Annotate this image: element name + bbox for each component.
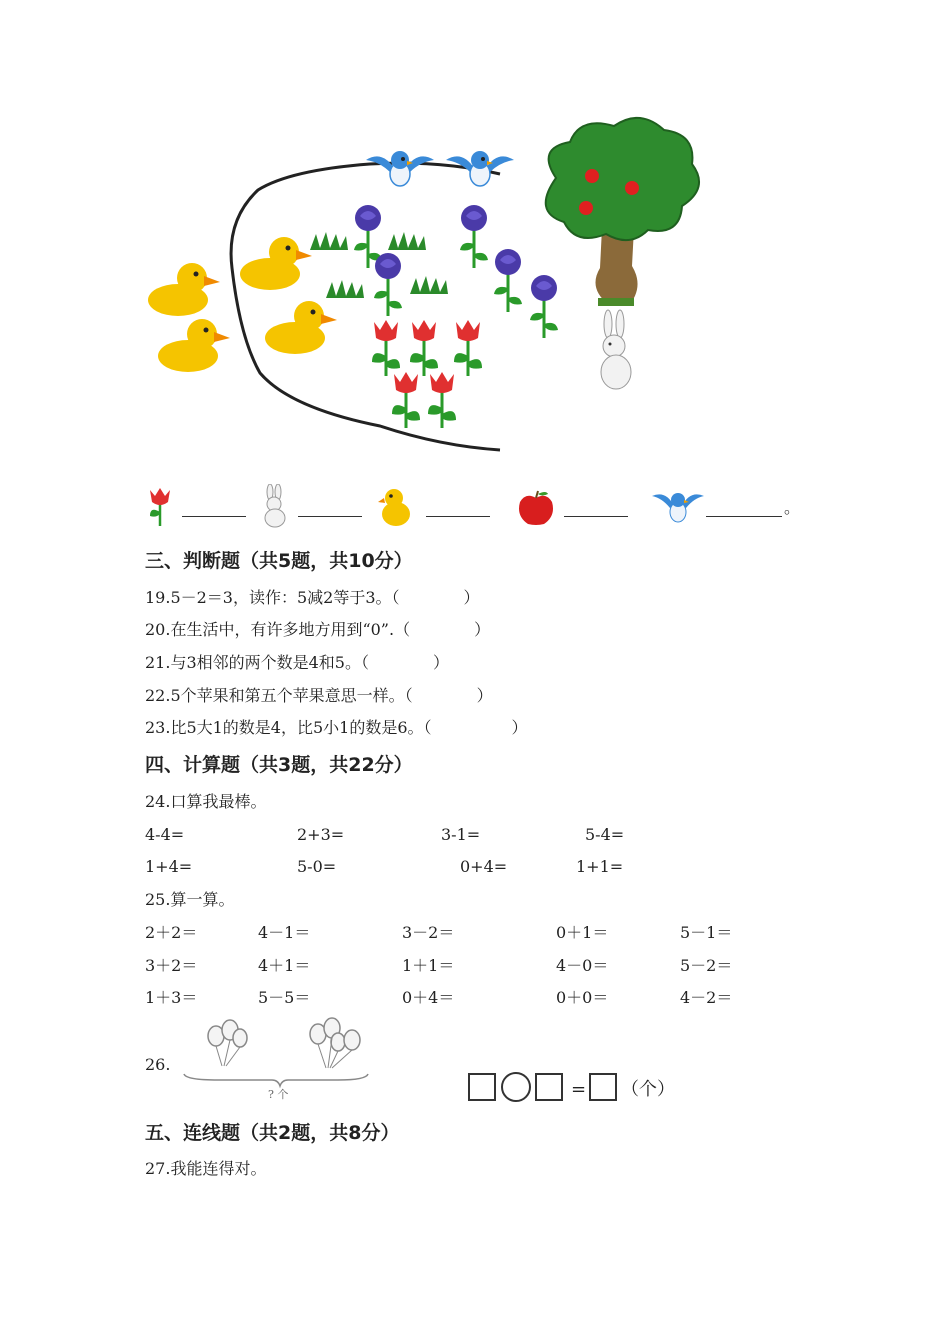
red-flower: [410, 320, 438, 376]
answer-blank-flower[interactable]: [182, 502, 246, 517]
red-flower-icon: [146, 486, 174, 528]
calc-item: 4－0＝: [556, 956, 609, 975]
calc-item: 1＋3＝: [145, 988, 198, 1007]
calc-item: 3＋2＝: [145, 956, 198, 975]
answer-blank-rabbit[interactable]: [298, 502, 362, 517]
question-22: 22.5个苹果和第五个苹果意思一样。（ ）: [145, 686, 493, 705]
purple-flower: [494, 249, 522, 312]
oral-calc-item: 5-4=: [585, 825, 625, 844]
section4-heading: 四、计算题（共3题，共22分）: [145, 754, 413, 776]
oral-calc-item: 3-1=: [441, 825, 481, 844]
rabbit: [601, 310, 631, 389]
calc-item: 0＋1＝: [556, 923, 609, 942]
answer-box-2[interactable]: [535, 1073, 563, 1101]
calc-item: 5－5＝: [258, 988, 311, 1007]
answer-blank-apple[interactable]: [564, 502, 628, 517]
question-26-number: 26.: [145, 1055, 171, 1074]
equals-sign: =: [571, 1079, 587, 1100]
red-flower: [372, 320, 400, 376]
oral-calc-item: 2+3=: [297, 825, 345, 844]
bird: [446, 151, 514, 186]
question-27: 27.我能连得对。: [145, 1159, 267, 1178]
question-19: 19.5－2＝3，读作：5减2等于3。（ ）: [145, 588, 480, 607]
oral-calc-item: 1+4=: [145, 857, 193, 876]
duck-inside: [240, 237, 312, 290]
answer-box-result[interactable]: [589, 1073, 617, 1101]
grass: [410, 276, 448, 294]
calc-item: 3－2＝: [402, 923, 455, 942]
purple-flower: [374, 253, 402, 316]
rabbit-icon: [260, 484, 290, 528]
purple-flower: [460, 205, 488, 268]
oral-calc-item: 5-0=: [297, 857, 337, 876]
calc-item: 0＋0＝: [556, 988, 609, 1007]
red-flower: [454, 320, 482, 376]
answer-box-1[interactable]: [468, 1073, 496, 1101]
purple-flower: [530, 275, 558, 338]
red-flower: [392, 372, 420, 428]
apple-icon: [516, 490, 556, 528]
section3-heading: 三、判断题（共5题，共10分）: [145, 550, 413, 572]
bird-icon: [650, 488, 706, 526]
question-23: 23.比5大1的数是4，比5小1的数是6。（ ）: [145, 718, 528, 737]
calc-item: 4＋1＝: [258, 956, 311, 975]
unit-label: （个）: [621, 1079, 675, 1100]
end-mark: 。: [784, 498, 801, 517]
duck-outside: [148, 263, 220, 316]
oral-calc-item: 4-4=: [145, 825, 185, 844]
calc-item: 4－2＝: [680, 988, 733, 1007]
apple-tree: [546, 118, 699, 306]
red-flower: [428, 372, 456, 428]
answer-blank-chick[interactable]: [426, 502, 490, 517]
count-fill-row: [146, 484, 806, 530]
section5-heading: 五、连线题（共2题，共8分）: [145, 1122, 400, 1144]
chick-icon: [378, 486, 414, 528]
scene-illustration: [140, 108, 705, 468]
duck-inside: [265, 301, 337, 354]
question-25-title: 25.算一算。: [145, 890, 235, 909]
operator-circle[interactable]: [501, 1072, 531, 1102]
grass: [388, 232, 426, 250]
question-24-title: 24.口算我最棒。: [145, 792, 267, 811]
bird: [366, 151, 434, 186]
calc-item: 5－2＝: [680, 956, 733, 975]
grass: [310, 232, 348, 250]
calc-item: 0＋4＝: [402, 988, 455, 1007]
question-20: 20.在生活中，有许多地方用到“0”.（ ）: [145, 620, 491, 639]
oral-calc-item: 1+1=: [576, 857, 624, 876]
brace: [184, 1074, 368, 1086]
brace-label: ? 个: [268, 1088, 289, 1101]
duck-outside: [158, 319, 230, 372]
grass: [326, 280, 364, 298]
answer-blank-bird[interactable]: [706, 502, 782, 517]
question-21: 21.与3相邻的两个数是4和5。（ ）: [145, 653, 449, 672]
calc-item: 1＋1＝: [402, 956, 455, 975]
calc-item: 4－1＝: [258, 923, 311, 942]
calc-item: 2＋2＝: [145, 923, 198, 942]
calc-item: 5－1＝: [680, 923, 733, 942]
oral-calc-item: 0+4=: [460, 857, 508, 876]
